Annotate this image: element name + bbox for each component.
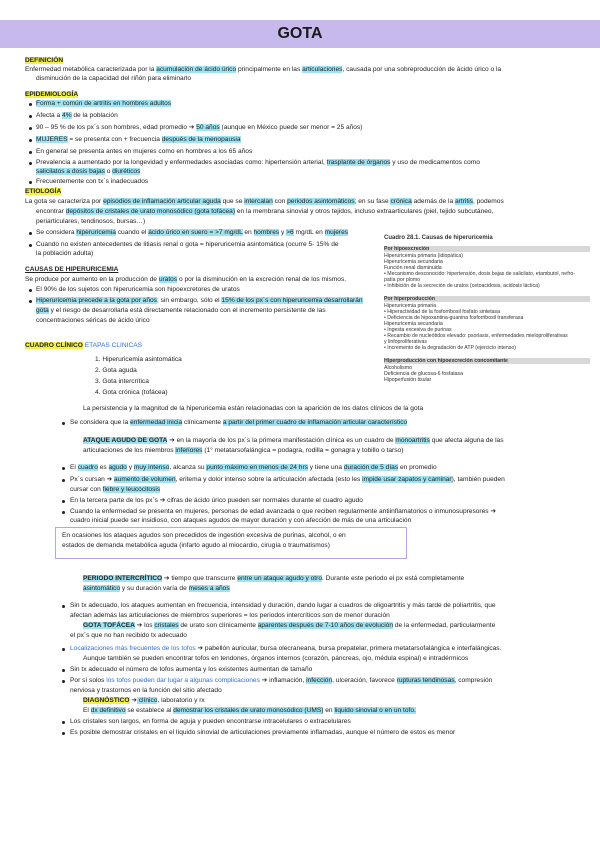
bullet bbox=[29, 127, 32, 130]
stage-item: 4. Gota crónica (tofácea) bbox=[95, 389, 168, 396]
intercritico-item-1: Sin tx adecuado, los ataques aumentan en frecuencia, intensidad y duración, dando lugar a cuadros de oligoartritis y más tarde de poliartritis, que bbox=[70, 602, 496, 609]
bullet bbox=[62, 721, 65, 724]
intercritico-item-2: Sin tx adecuado el número de tofos aumenta y los existentes aumentan de tamaño bbox=[70, 666, 313, 673]
causas-item-2b: gota y el riesgo de desarrollarla está directamente relacionado con el incremento persistente de las bbox=[36, 307, 326, 314]
definicion-heading: DEFINICIÓN bbox=[25, 57, 64, 64]
etiologia-line-3: periarticulares, tendinosos, bursas…) bbox=[36, 218, 146, 225]
epi-item-4: MUJERES = se presenta con + frecuencia después de la menopausia bbox=[36, 136, 241, 143]
cuadro-clinico-heading: CUADRO CLÍNICO ETAPAS CLINICAS bbox=[25, 342, 143, 349]
note-line-2: estados de demanda metabólica aguda (infarto agudo al miocardio, cirugía o traumatismos) bbox=[62, 542, 330, 549]
intercritico-item-1b: afectan además las articulaciones de miembros superiores = los periodos intercríticos son de menor duración bbox=[70, 612, 390, 619]
table-row: Hiperuricemia primaria bbox=[384, 303, 437, 309]
clinico-item-2: El cuadro es agudo y muy intenso, alcanza su punto máximo en menos de 24 hrs y tiene una duración de 5 días en promedio bbox=[70, 464, 437, 471]
bullet bbox=[62, 422, 65, 425]
bullet bbox=[29, 244, 32, 247]
table-row: y linfoproliferativas bbox=[384, 339, 427, 345]
bullet bbox=[62, 732, 65, 735]
table-row: Hiperuricemia primaria (idiopática) bbox=[384, 253, 463, 259]
bullet bbox=[62, 467, 65, 470]
epi-item-6: Prevalencia a aumentado por la longevidad y enfermedades asociadas como: hipertensión arterial, trasplante de órganos y uso de medicamentos como bbox=[36, 159, 480, 166]
localizaciones-line-2: Aunque también se pueden encontrar tofos en tendones, órganos internos (corazón, páncreas, ojo, médula espinal) e intradérmicos bbox=[83, 655, 469, 662]
definicion-line-2: disminución de la capacidad del riñón para eliminarlo bbox=[36, 75, 192, 82]
intercritico-line-1: PERIODO INTERCRÍTICO ➔ tiempo que transcurre entre un ataque agudo y otro. Durante este periodo el px está completamente bbox=[83, 575, 465, 582]
note-line-1: En ocasiones los ataques agudos son precedidos de ingestión excesiva de purinas, alcohol, o en bbox=[62, 532, 346, 539]
table-row: • Hiperactividad de la fosforribosil fosfato sintetasa bbox=[384, 309, 500, 315]
epi-item-7: Frecuentemente con tx´s inadecuados bbox=[36, 178, 149, 185]
table-section: Hiperproducción con hipoexcreción concomitante bbox=[384, 358, 508, 364]
epi-item-6b: salicilatos a dosis bajas o diuréticos bbox=[36, 168, 141, 175]
table-row: • Inhibición de la secreción de uratos (cetoacidosis, acidosis láctica) bbox=[384, 283, 540, 289]
causas-line-1: Se produce por aumento en la producción de uratos o por la disminución en la excreción renal de los mismos. bbox=[25, 276, 347, 283]
stage-item: 1. Hiperuricemia asintomática bbox=[95, 356, 182, 363]
intercritico-item-3: Por sí solos los tofos pueden dar lugar a algunas complicaciones ➔ inflamación, infección, ulceración, favorece rupturas tendinosas, compresión bbox=[70, 677, 493, 684]
etiologia-item-2: Cuando no existen antecedentes de litiasis renal o gota = hiperuricemia asintomática (ocurre 5- 15% de bbox=[36, 241, 339, 248]
etiologia-item-2b: la población adulta) bbox=[36, 250, 94, 257]
table-row: • Ingesta excesiva de purinas bbox=[384, 327, 452, 333]
tofacea-line-1: GOTA TOFÁCEA ➔ los cristales de urato son clínicamente aparentes después de 7-10 años de evolución de la enfermedad, particularmente bbox=[83, 622, 496, 629]
cristales-item-1: Los cristales son largos, en forma de aguja y pueden encontrarse intracelulares o extracelulares bbox=[70, 718, 351, 725]
tofacea-line-2: el px´s que no han recibido tx adecuado bbox=[70, 632, 187, 639]
table-heading: Cuadro 28.1. Causas de hiperuricemia bbox=[384, 235, 493, 241]
stage-item: 3. Gota intercrítica bbox=[95, 378, 149, 385]
page-title: GOTA bbox=[277, 25, 323, 42]
definicion-line-1: Enfermedad metabólica caracterizada por la acumulación de ácido úrico principalmente en las articulaciones, causada por una sobreproducción de ácido úrico o la bbox=[25, 66, 502, 73]
clinico-item-1: Se considera que la enfermedad inicia clínicamente a partir del primer cuadro de inflamación articular característico bbox=[70, 419, 408, 426]
intercritico-line-2: asintomático y su duración varía de meses a años bbox=[83, 585, 230, 592]
causas-item-1: El 90% de los sujetos con hiperuricemia son hipoexcretores de uratos bbox=[36, 286, 240, 293]
table-section: Por hipoexcreción bbox=[384, 246, 430, 252]
epi-item-1: Forma + común de artritis en hombres adultos bbox=[36, 100, 172, 107]
ataque-line-1: ATAQUE AGUDO DE GOTA ➔ en la mayoría de los px´s la primera manifestación clínica es un cuadro de monoartritis que afecta alguna de las bbox=[83, 437, 504, 444]
dx-definitivo-line: El dx definitivo se establece al demostrar los cristales de urato monosódico (UMS) en liquido sinovial o en un tofo. bbox=[83, 707, 416, 714]
bullet bbox=[29, 232, 32, 235]
persistencia-text: La persistencia y la magnitud de la hiperuricemia están relacionadas con la aparición de los datos clínicos de la gota bbox=[83, 405, 424, 412]
bullet bbox=[29, 139, 32, 142]
clinico-item-3: Px´s cursan ➔ aumento de volumen, eritema y dolor intenso sobre la articulación afectada (esto les impide usar zapatos y caminar), también pueden bbox=[70, 476, 505, 483]
epi-item-3: 90 – 95 % de los px´s son hombres, edad promedio ➔ 50 años (aunque en México puede ser menor = 25 años) bbox=[36, 124, 363, 131]
bullet bbox=[29, 162, 32, 165]
table-row: Hipoperfusión tisular bbox=[384, 377, 432, 383]
bullet bbox=[62, 500, 65, 503]
table-row: • Recambio de nucleótidos elevado: psoriasis, enfermedades mieloproliferativas bbox=[384, 333, 568, 339]
table-row: Deficiencia de glucosa-6 fosfatasa bbox=[384, 371, 464, 377]
bullet bbox=[62, 669, 65, 672]
clinico-item-3b: cursar con fiebre y leucocitosis bbox=[70, 486, 161, 493]
hiperuricemia-causes-table bbox=[384, 232, 590, 408]
epidemiologia-heading: EPIDEMIOLOGÍA bbox=[25, 91, 79, 98]
causas-item-2: Hiperuricemia precede a la gota por años; sin embargo, sólo el 15% de los px´s con hiperuricemia desarrollarán bbox=[36, 297, 363, 304]
bullet bbox=[62, 648, 65, 651]
table-row: • Mecanismo desconocido: hipertensión, dosis bajas de salicilato, etambutol, nefro- bbox=[384, 271, 575, 277]
table-row: Hiperuricemia secundaria bbox=[384, 259, 443, 265]
bullet bbox=[62, 511, 65, 514]
bullet bbox=[29, 181, 32, 184]
localizaciones-line-1: Localizaciones más frecuentes de los tofos ➔ pabellón auricular, bursa olecraneana, bursa prepatelar, primera metatarsofalángica e interfalángicas. bbox=[70, 645, 502, 652]
table-row: • Deficiencia de hipoxantina-guanina fosforribosil transferasa bbox=[384, 315, 524, 321]
table-section: Por hiperproducción bbox=[384, 296, 436, 302]
table-row: • Incremento de la degradación de ATP (ejercicio intenso) bbox=[384, 345, 516, 351]
table-row: Alcoholismo bbox=[384, 365, 412, 371]
clinico-item-4: En la tercera parte de los px´s ➔ cifras de ácido úrico pueden ser normales durante el cuadro agudo bbox=[70, 497, 363, 504]
epi-item-2: Afecta a 4% de la población bbox=[36, 112, 118, 119]
bullet bbox=[29, 151, 32, 154]
stage-item: 2. Gota aguda bbox=[95, 367, 137, 374]
table-row: patía por plomo bbox=[384, 277, 421, 283]
bullet bbox=[29, 289, 32, 292]
table-row: Hiperuricemia secundaria bbox=[384, 321, 443, 327]
bullet bbox=[62, 479, 65, 482]
etiologia-heading: ETIOLOGÍA bbox=[25, 188, 62, 195]
intercritico-item-3b: nerviosa y trastornos en la función del sitio afectado bbox=[70, 687, 222, 694]
epi-item-5: En general se presenta antes en mujeres como en hombres a los 65 años bbox=[36, 148, 253, 155]
clinico-item-5b: cuadro inicial puede ser insidioso, con ataques agudos de mayor duración y con afección de más de una articulación bbox=[70, 517, 412, 524]
diagnostico-line: DIAGNÓSTICO ➔ clínico, laboratorio y rx bbox=[83, 697, 205, 704]
causas-heading: CAUSAS DE HIPERURICEMIA bbox=[25, 266, 119, 273]
bullet bbox=[29, 115, 32, 118]
table-row: Función renal disminuida bbox=[384, 265, 442, 271]
bullet bbox=[62, 605, 65, 608]
ataque-line-2: articulaciones de los miembros inferiores (1° metatarsofalángica = podagra, rodilla = gonagra y tobillo o tarso) bbox=[83, 447, 404, 454]
cristales-item-2: Es posible demostrar cristales en el líquido sinovial de articulaciones previamente inflamadas, aunque el número de estos es menor bbox=[70, 729, 456, 736]
bullet bbox=[29, 300, 32, 303]
bullet bbox=[29, 103, 32, 106]
etiologia-item-1: Se considera hiperuricemia cuando el ácido úrico en suero = >7 mg/dL en hombres y >6 mg/dL en mujeres bbox=[36, 229, 349, 236]
etiologia-line-1: La gota se caracteriza por episodios de inflamación articular aguda que se intercalan con periodos asintomáticos; en su fase crónica además de la artritis, podemos bbox=[25, 198, 504, 205]
clinico-item-5: Cuando la enfermedad se presenta en mujeres, personas de edad avanzada o que reciben regularmente antiinflamatorios o inmunosupresores ➔ bbox=[70, 508, 496, 515]
etiologia-line-2: encontrar depósitos de cristales de urato monosódico (gota tofácea) en la membrana sinovial y otros tejidos, incluso extraarticulares (piel, tejido subcutáneo, bbox=[36, 208, 494, 215]
causas-item-2c: concentraciones séricas de ácido úrico bbox=[36, 317, 150, 324]
bullet bbox=[62, 680, 65, 683]
